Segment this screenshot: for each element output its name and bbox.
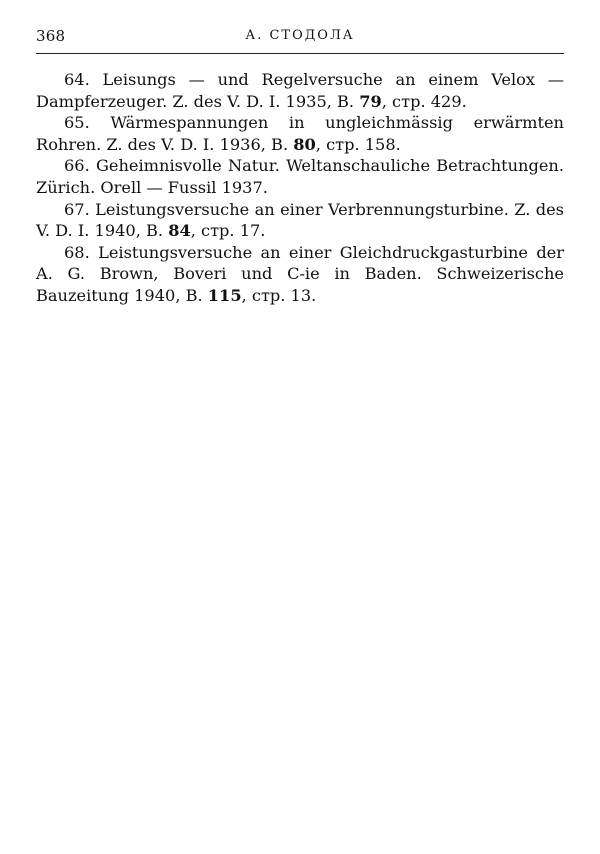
reference-pages: , стр. 158. [315, 134, 401, 154]
reference-text: 66. Geheimnisvolle Natur. Weltanschauliche Betrachtungen. Zürich. Orell — Fussil 1937. [36, 156, 564, 197]
reference-pages: , стр. 429. [381, 91, 467, 111]
reference-volume: 80 [293, 134, 316, 154]
reference-volume: 84 [168, 221, 191, 241]
reference-list [36, 69, 564, 307]
running-head: А. СТОДОЛА [245, 28, 355, 43]
reference-64 [36, 69, 564, 112]
reference-text: 68. Leistungsversuche an einer Gleichdruckgasturbine der A. G. Brown, Boveri und C-ie in Baden. Schweizerische Bauzeitung 1940, B. [36, 242, 564, 305]
reference-pages: , стр. 13. [241, 285, 317, 305]
reference-text: 67. Leistungsversuche an einer Verbrennungsturbine. Z. des V. D. I. 1940, B. [36, 199, 564, 241]
reference-pages: , стр. 17. [190, 221, 266, 241]
page-header [36, 27, 564, 49]
reference-text: 65. Wärmespannungen in ungleichmässig erwärmten Rohren. Z. des V. D. I. 1936, B. [36, 113, 564, 154]
reference-volume: 79 [359, 91, 382, 111]
header-rule [36, 53, 564, 54]
reference-volume: 115 [207, 285, 242, 305]
page-number: 368 [36, 27, 66, 45]
reference-65 [36, 112, 564, 155]
reference-67 [36, 199, 564, 242]
reference-66 [36, 155, 564, 198]
reference-text: 64. Leisungs — und Regelversuche an einem Velox — Dampferzeuger. Z. des V. D. I. 1935, B. [36, 70, 564, 111]
reference-68 [36, 242, 564, 307]
